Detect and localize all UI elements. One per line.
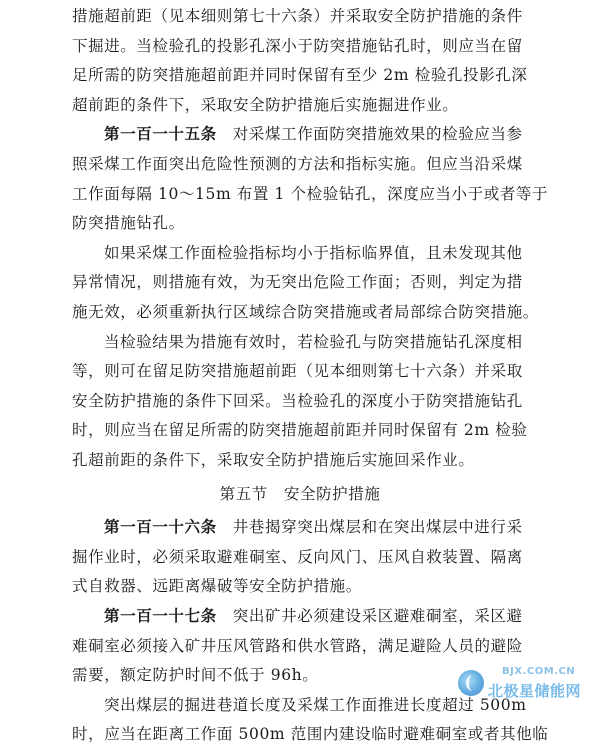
section-heading: 第五节 安全防护措施 [219,484,381,503]
article-115-line: 第一百一十五条 对采煤工作面防突措施效果的检验应当参 [104,124,523,144]
text-line: 孔超前距的条件下，采取安全防护措施后实施回采作业。 [72,451,475,469]
watermark-logo-icon [458,670,484,696]
article-116-line: 第一百一十六条 井巷揭穿突出煤层和在突出煤层中进行采 [104,517,523,537]
text-line: 防突措施钻孔。 [72,214,185,233]
text-line: 难硐室必须接入矿井压风管路和供水管路，满足避险人员的避险 [72,636,523,655]
text-line: 当检验结果为措施有效时，若检验孔与防突措施钻孔深度相 [104,332,523,351]
watermark-top-text: BJX.COM.CN [502,666,576,677]
text-line: 超前距的条件下，采取安全防护措施后实施掘进作业。 [72,95,459,114]
text-line: 足所需的防突措施超前距并同时保留有至少 2m 检验孔投影孔深 [72,66,528,85]
text-line: 等，则可在留足防突措施超前距（见本细则第七十六条）并采取 [72,362,523,381]
article-number: 第一百一十五条 [104,124,217,144]
article-number: 第一百一十七条 [104,606,217,625]
text-line: 式自救器、远距离爆破等安全防护措施。 [72,577,362,596]
text-line: 异常情况，则措施有效，为无突出危险工作面；否则，判定为措 [72,273,523,292]
text-line: 需要，额定防护时间不低于 96h。 [72,666,319,685]
article-117-line: 第一百一十七条 突出矿井必须建设采区避难硐室，采区避 [104,606,523,625]
text-line: 安全防护措施的条件下回采。当检验孔的深度小于防突措施钻孔 [72,391,523,410]
text-line: 突出煤层的掘进巷道长度及采煤工作面推进长度超过 500m [104,695,527,714]
text-line: 施无效，必须重新执行区域综合防突措施或者局部综合防突措施。 [72,303,539,321]
text-line: 时，则应当在留足所需的防突措施超前距并同时保留有 2m 检验 [72,421,528,440]
text-line: 照采煤工作面突出危险性预测的方法和指标实施。但应当沿采煤 [72,155,523,173]
text-line: 掘作业时，必须采取避难硐室、反向风门、压风自救装置、隔离 [72,547,523,566]
text-line: 工作面每隔 10～15m 布置 1 个检验钻孔，深度应当小于或者等于 [72,184,549,203]
text-line: 措施超前距（见本细则第七十六条）并采取安全防护措施的条件 [72,7,523,25]
watermark-bottom-text: 北极星储能网 [488,682,582,700]
watermark [458,664,594,702]
text-line: 如果采煤工作面检验指标均小于指标临界值，且未发现其他 [104,243,523,262]
article-number: 第一百一十六条 [104,517,217,537]
text-line: 下掘进。当检验孔的投影孔深小于防突措施钻孔时，则应当在留 [72,36,523,55]
text-line: 时，应当在距离工作面 500m 范围内建设临时避难硐室或者其他临 [72,725,549,744]
